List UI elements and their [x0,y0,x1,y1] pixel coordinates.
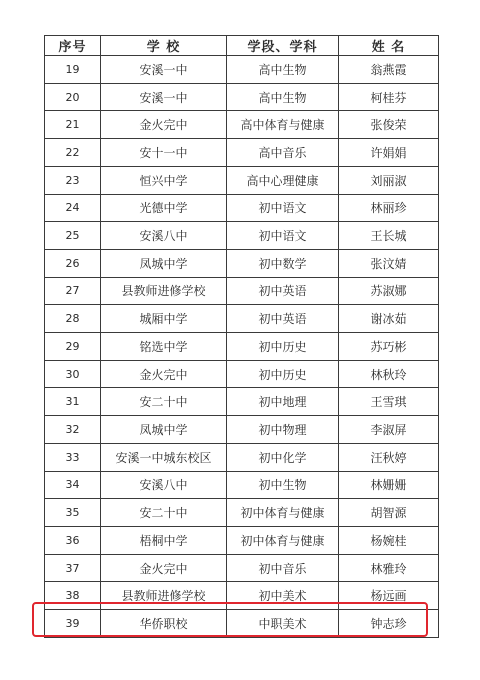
table-row [45,305,439,333]
table-row [45,416,439,444]
cell-name: 张汶婧 [339,249,439,277]
cell-subject: 初中化学 [227,443,339,471]
table-row [45,56,439,84]
table-row [45,249,439,277]
cell-name: 许娟娟 [339,139,439,167]
cell-school: 华侨职校 [101,610,227,638]
cell-name: 杨婉桂 [339,526,439,554]
table-row [45,471,439,499]
cell-number: 20 [45,83,101,111]
cell-school: 凤城中学 [101,416,227,444]
cell-number: 24 [45,194,101,222]
cell-name: 谢冰茹 [339,305,439,333]
cell-subject: 初中体育与健康 [227,499,339,527]
table-row [45,610,439,638]
cell-name: 林秋玲 [339,360,439,388]
header-number: 序号 [45,36,101,56]
cell-name: 林丽珍 [339,194,439,222]
table-row [45,554,439,582]
cell-school: 光德中学 [101,194,227,222]
cell-number: 28 [45,305,101,333]
cell-number: 29 [45,333,101,361]
cell-subject: 初中物理 [227,416,339,444]
cell-school: 县教师进修学校 [101,277,227,305]
cell-school: 金火完中 [101,360,227,388]
table-row [45,277,439,305]
cell-subject: 初中美术 [227,582,339,610]
cell-school: 安十一中 [101,139,227,167]
cell-number: 19 [45,56,101,84]
cell-number: 25 [45,222,101,250]
cell-name: 林姗姗 [339,471,439,499]
cell-subject: 初中历史 [227,360,339,388]
cell-subject: 初中地理 [227,388,339,416]
cell-name: 杨远画 [339,582,439,610]
cell-name: 翁燕霞 [339,56,439,84]
cell-school: 安溪八中 [101,471,227,499]
cell-subject: 初中数学 [227,249,339,277]
cell-number: 21 [45,111,101,139]
cell-name: 李淑屏 [339,416,439,444]
cell-school: 凤城中学 [101,249,227,277]
cell-school: 梧桐中学 [101,526,227,554]
cell-school: 安溪一中城东校区 [101,443,227,471]
cell-name: 林雅玲 [339,554,439,582]
cell-number: 23 [45,166,101,194]
cell-number: 34 [45,471,101,499]
cell-subject: 初中体育与健康 [227,526,339,554]
cell-subject: 高中音乐 [227,139,339,167]
table-row [45,111,439,139]
table-row [45,582,439,610]
cell-number: 37 [45,554,101,582]
table-row [45,194,439,222]
cell-school: 金火完中 [101,554,227,582]
table-row [45,443,439,471]
cell-number: 22 [45,139,101,167]
table-row [45,333,439,361]
table-header-row [45,36,439,56]
table-row [45,83,439,111]
cell-name: 胡智源 [339,499,439,527]
cell-subject: 初中语文 [227,222,339,250]
cell-school: 恒兴中学 [101,166,227,194]
cell-number: 31 [45,388,101,416]
cell-subject: 高中心理健康 [227,166,339,194]
cell-subject: 高中生物 [227,83,339,111]
cell-name: 苏巧彬 [339,333,439,361]
table-row [45,499,439,527]
table-row [45,139,439,167]
cell-number: 27 [45,277,101,305]
cell-name: 汪秋婷 [339,443,439,471]
cell-number: 35 [45,499,101,527]
cell-subject: 初中音乐 [227,554,339,582]
cell-name: 张俊荣 [339,111,439,139]
cell-number: 36 [45,526,101,554]
cell-number: 33 [45,443,101,471]
cell-name: 柯桂芬 [339,83,439,111]
cell-name: 苏淑娜 [339,277,439,305]
cell-subject: 初中英语 [227,277,339,305]
teacher-roster-table [44,35,439,638]
table-row [45,222,439,250]
cell-name: 刘丽淑 [339,166,439,194]
cell-school: 金火完中 [101,111,227,139]
table-row [45,166,439,194]
cell-school: 安二十中 [101,388,227,416]
cell-subject: 高中生物 [227,56,339,84]
cell-subject: 初中历史 [227,333,339,361]
cell-name: 王雪琪 [339,388,439,416]
cell-name: 钟志珍 [339,610,439,638]
cell-school: 安溪一中 [101,56,227,84]
cell-subject: 初中语文 [227,194,339,222]
cell-school: 安二十中 [101,499,227,527]
table-row [45,360,439,388]
cell-school: 铭选中学 [101,333,227,361]
cell-number: 38 [45,582,101,610]
cell-number: 32 [45,416,101,444]
cell-school: 县教师进修学校 [101,582,227,610]
header-name: 姓 名 [339,36,439,56]
cell-subject: 初中生物 [227,471,339,499]
cell-number: 39 [45,610,101,638]
cell-number: 30 [45,360,101,388]
cell-subject: 高中体育与健康 [227,111,339,139]
cell-name: 王长城 [339,222,439,250]
header-subject: 学段、学科 [227,36,339,56]
table-row [45,526,439,554]
cell-school: 安溪八中 [101,222,227,250]
cell-number: 26 [45,249,101,277]
cell-subject: 中职美术 [227,610,339,638]
cell-school: 城厢中学 [101,305,227,333]
table-row [45,388,439,416]
header-school: 学 校 [101,36,227,56]
cell-school: 安溪一中 [101,83,227,111]
cell-subject: 初中英语 [227,305,339,333]
